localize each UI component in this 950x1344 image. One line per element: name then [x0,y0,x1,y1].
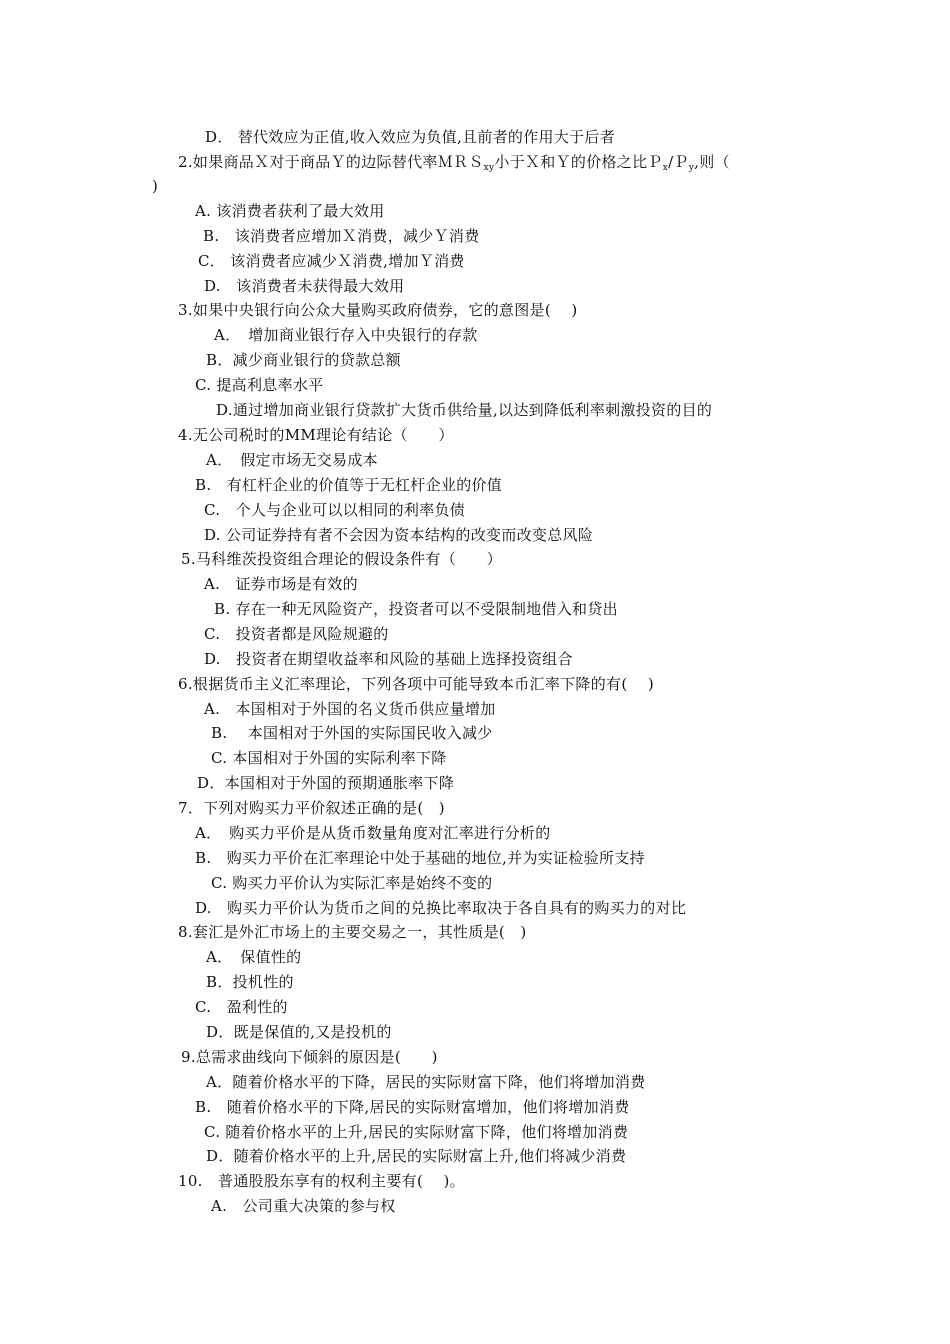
q4-option-d: D. 公司证券持有者不会因为资本结构的改变而改变总风险 [204,526,594,544]
q5-option-b: B. 存在一种无风险资产，投资者可以不受限制地借入和贷出 [214,600,618,618]
q2-stem-part1: 2.如果商品Ｘ对于商品Ｙ的边际替代率ＭＲＳ [178,153,484,171]
q3-option-b: B．减少商业银行的贷款总额 [206,351,401,369]
q9-option-b: B. 随着价格水平的下降,居民的实际财富增加，他们将增加消费 [195,1098,630,1116]
q8-stem: 8.套汇是外汇市场上的主要交易之一，其性质是( ) [178,923,527,941]
q8-option-b: B．投机性的 [206,973,294,991]
q4-option-c: C. 个人与企业可以以相同的利率负债 [204,501,466,519]
q4-option-b: B. 有杠杆企业的价值等于无杠杆企业的价值 [195,476,503,494]
q10-option-a: A. 公司重大决策的参与权 [211,1197,396,1215]
q10-stem: 10. 普通股股东享有的权利主要有( )。 [178,1172,465,1190]
q9-option-a: A．随着价格水平的下降，居民的实际财富下降，他们将增加消费 [206,1073,646,1091]
q2-stem-part4: ,则（ [694,153,730,171]
q2-option-b: B. 该消费者应增加Ｘ消费，减少Ｙ消费 [203,227,480,245]
q5-option-c: C. 投资者都是风险规避的 [204,625,389,643]
q7-option-b: B. 购买力平价在汇率理论中处于基础的地位,并为实证检验所支持 [195,849,645,867]
q1-option-d: D． 替代效应为正值,收入效应为负值,且前者的作用大于后者 [205,128,616,146]
q7-option-c: C. 购买力平价认为实际汇率是始终不变的 [211,874,493,892]
q3-stem: 3.如果中央银行向公众大量购买政府债券，它的意图是( ) [178,301,578,319]
q6-stem: 6.根据货币主义汇率理论，下列各项中可能导致本币汇率下降的有( ) [178,675,654,693]
q2-option-a: A. 该消费者获利了最大效用 [195,202,385,220]
q2-stem-part3: /Ｐ [668,153,689,171]
q2-stem [178,152,730,178]
q2-subscript-x: x [662,163,669,173]
q9-option-d: D．随着价格水平的上升,居民的实际财富上升,他们将减少消费 [206,1147,627,1165]
q3-option-d: D.通过增加商业银行贷款扩大货币供给量,以达到降低利率刺激投资的目的 [216,401,713,419]
q9-option-c: C. 随着价格水平的上升,居民的实际财富下降，他们将增加消费 [204,1123,629,1141]
q2-option-c: C． 该消费者应减少Ｘ消费,增加Ｙ消费 [198,252,465,270]
q8-option-c: C. 盈利性的 [195,998,288,1016]
q2-stem-part2: 小于Ｘ和Ｙ的价格之比Ｐ [494,153,663,171]
q2-subscript-y: y [688,163,695,173]
q3-option-a: A． 增加商业银行存入中央银行的存款 [214,326,478,344]
q3-option-c: C. 提高利息率水平 [195,376,324,394]
q6-option-d: D．本国相对于外国的预期通胀率下降 [197,774,455,792]
q8-option-a: A． 保值性的 [206,948,302,966]
q4-option-a: A． 假定市场无交易成本 [206,451,378,469]
q2-option-d: D. 该消费者未获得最大效用 [204,277,405,295]
q8-option-d: D．既是保值的,又是投机的 [206,1023,392,1041]
q7-option-d: D. 购买力平价认为货币之间的兑换比率取决于各自具有的购买力的对比 [195,899,687,917]
q9-stem: 9.总需求曲线向下倾斜的原因是( ) [181,1048,438,1066]
q6-option-a: A. 本国相对于外国的名义货币供应量增加 [204,700,496,718]
q5-option-d: D. 投资者在期望收益率和风险的基础上选择投资组合 [204,650,573,668]
q2-subscript-xy: xy [483,163,495,173]
q7-option-a: A． 购买力平价是从货币数量角度对汇率进行分析的 [195,824,551,842]
q5-option-a: A. 证券市场是有效的 [204,575,358,593]
q6-option-b: B. 本国相对于外国的实际国民收入减少 [211,724,493,742]
q5-stem: 5.马科维茨投资组合理论的假设条件有（ ） [181,550,502,568]
q4-stem: 4.无公司税时的MM理论有结论（ ） [178,426,454,444]
q2-stem-continuation: ) [152,177,159,195]
q6-option-c: C. 本国相对于外国的实际利率下降 [211,749,447,767]
q7-stem: 7．下列对购买力平价叙述正确的是( ) [178,799,445,817]
